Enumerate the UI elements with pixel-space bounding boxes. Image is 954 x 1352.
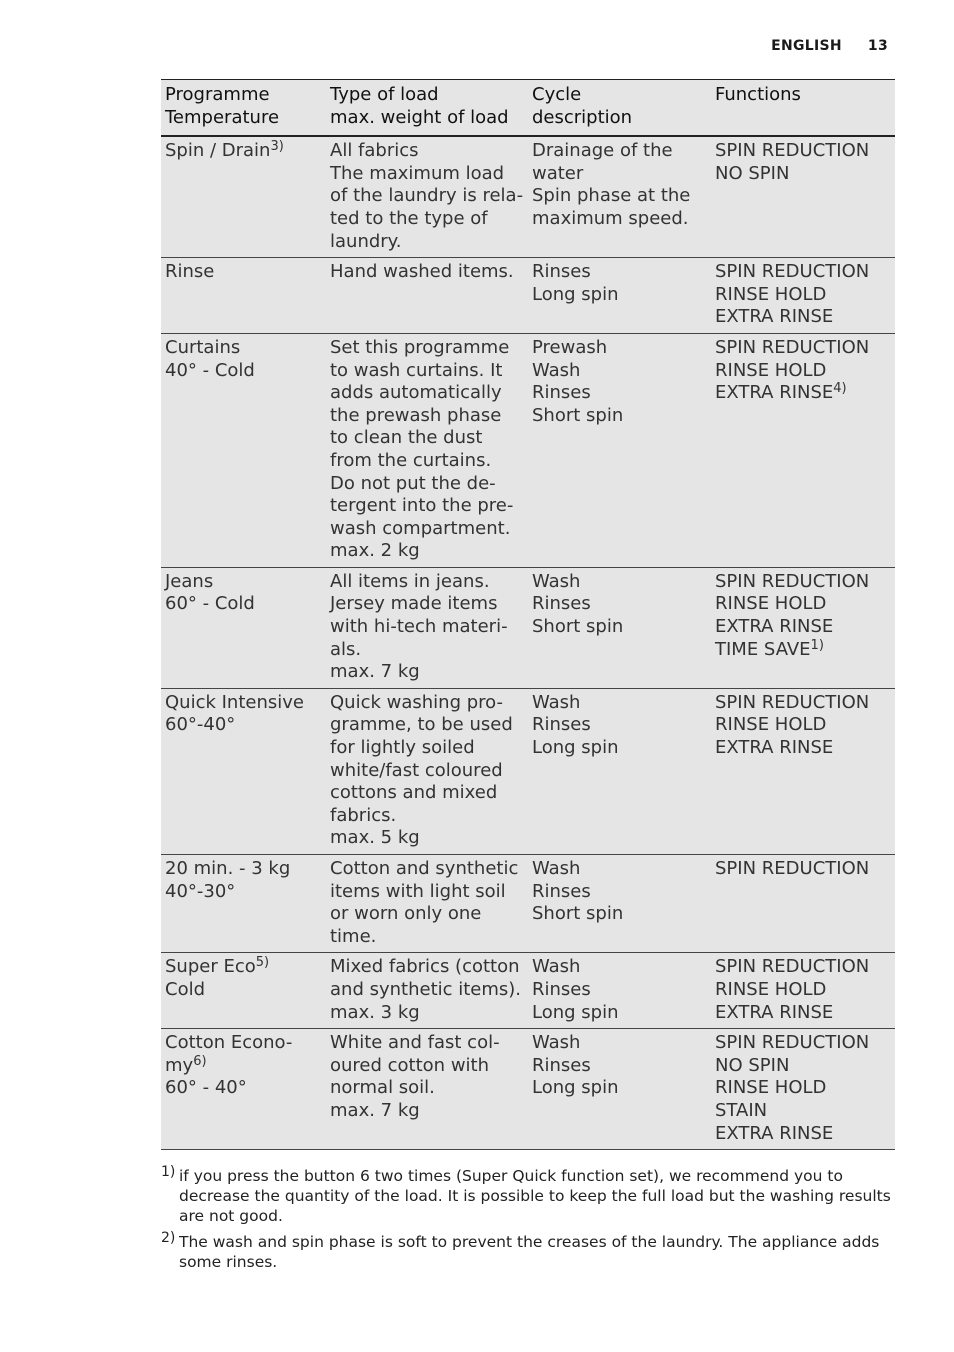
function-line: SPIN REDUCTION (715, 858, 870, 879)
footnote-mark: 2) (161, 1230, 176, 1246)
load-line: ted to the type of (330, 207, 488, 229)
programme-name: Cotton Econo- (165, 1032, 293, 1054)
programme-temperature: 60° - Cold (165, 593, 255, 615)
table-row (161, 855, 895, 953)
footnote-text: if you press the button 6 two times (Super Quick function set), we recommend you to decrease the quantity of the load. It is possible to keep the full load but the washing results are not good. (179, 1167, 891, 1225)
function-line: RINSE HOLD (715, 978, 827, 1000)
load-line: Hand washed items. (330, 261, 514, 283)
load-line: and synthetic items). (330, 978, 522, 1000)
function-line: SPIN REDUCTION (715, 956, 870, 978)
functions-cell (711, 688, 895, 854)
load-line: or worn only one (330, 903, 482, 925)
functions-cell (711, 567, 895, 688)
header-line: Programme (165, 84, 270, 105)
programme-line (165, 140, 322, 163)
table-row (161, 688, 895, 854)
cycle-line: Rinses (532, 880, 591, 902)
header-type-of-load (326, 80, 528, 137)
table-row (161, 953, 895, 1029)
load-cell (326, 567, 528, 688)
table-row (161, 567, 895, 688)
programme-name-cont: my (165, 1054, 194, 1076)
load-line: All items in jeans. (330, 570, 490, 592)
function-line: EXTRA RINSE (715, 306, 834, 328)
function-line: EXTRA RINSE (715, 1001, 834, 1023)
function-text: TIME SAVE (715, 638, 811, 660)
page-header (771, 38, 888, 54)
load-line: Jersey made items (330, 593, 498, 615)
header-line: Type of load (330, 84, 439, 105)
load-line: to wash curtains. It (330, 359, 503, 381)
function-line: STAIN (715, 1099, 768, 1121)
load-line: max. 5 kg (330, 827, 420, 849)
function-line: RINSE HOLD (715, 283, 827, 305)
functions-cell (711, 333, 895, 567)
cycle-line: Rinses (532, 978, 591, 1000)
table-row (161, 136, 895, 257)
load-line: with hi-tech materi- (330, 616, 508, 638)
footnote (161, 1166, 901, 1226)
cycle-line: Rinses (532, 593, 591, 615)
cycle-line: Wash (532, 570, 581, 592)
cycle-line: Rinses (532, 261, 591, 283)
programme-cell (161, 136, 326, 257)
table-header-row (161, 80, 895, 137)
function-line: SPIN REDUCTION (715, 261, 870, 283)
programme-cell (161, 953, 326, 1029)
programme-name: Jeans (165, 570, 214, 592)
footnote-ref: 6) (193, 1053, 207, 1069)
cycle-line: Rinses (532, 382, 591, 404)
function-line: SPIN REDUCTION (715, 140, 870, 162)
programme-name: Spin / Drain (165, 140, 271, 162)
functions-cell (711, 953, 895, 1029)
function-line: NO SPIN (715, 162, 790, 184)
cycle-cell (528, 136, 711, 257)
footnote-ref: 1) (810, 637, 824, 653)
cycle-line: Rinses (532, 714, 591, 736)
cycle-line: Spin phase at the (532, 185, 691, 207)
header-line: Temperature (165, 106, 280, 128)
function-line: RINSE HOLD (715, 714, 827, 736)
footnote-ref: 3) (270, 139, 284, 155)
cycle-line: Rinses (532, 1054, 591, 1076)
cycle-line: Wash (532, 359, 581, 381)
programme-cell (161, 855, 326, 953)
footnote (161, 1232, 901, 1272)
load-line: gramme, to be used (330, 714, 513, 736)
cycle-line: Wash (532, 691, 581, 713)
function-line (715, 382, 891, 405)
cycle-line: Short spin (532, 616, 624, 638)
cycle-line: Wash (532, 1032, 581, 1054)
load-cell (326, 953, 528, 1029)
load-line: white/fast coloured (330, 759, 503, 781)
programme-name: 20 min. - 3 kg (165, 858, 291, 879)
load-line: the prewash phase (330, 404, 502, 426)
programme-cell (161, 258, 326, 334)
load-line: als. (330, 638, 362, 660)
header-programme (161, 80, 326, 137)
programme-name: Rinse (165, 261, 215, 283)
programme-temperature: Cold (165, 978, 206, 1000)
header-functions (711, 80, 895, 137)
load-line: adds automatically (330, 382, 502, 404)
load-line: items with light soil (330, 880, 506, 902)
functions-cell (711, 855, 895, 953)
load-line: normal soil. (330, 1077, 435, 1099)
cycle-line: maximum speed. (532, 207, 689, 229)
load-cell (326, 688, 528, 854)
header-cycle (528, 80, 711, 137)
cycle-line: Long spin (532, 1077, 619, 1099)
cycle-cell (528, 258, 711, 334)
functions-cell (711, 136, 895, 257)
function-line: EXTRA RINSE (715, 737, 834, 759)
load-cell (326, 136, 528, 257)
function-line: SPIN REDUCTION (715, 336, 870, 358)
programme-name: Quick Intensive (165, 691, 304, 713)
function-line: EXTRA RINSE (715, 616, 834, 638)
load-line: max. 3 kg (330, 1001, 420, 1023)
cycle-cell (528, 855, 711, 953)
cycle-cell (528, 567, 711, 688)
load-line: of the laundry is rela- (330, 185, 524, 207)
function-line: RINSE HOLD (715, 1077, 827, 1099)
programme-line (165, 1055, 322, 1078)
programme-cell (161, 688, 326, 854)
load-line: tergent into the pre- (330, 495, 514, 517)
programme-cell (161, 1029, 326, 1150)
function-line: SPIN REDUCTION (715, 691, 870, 713)
load-line: The maximum load (330, 162, 505, 184)
cycle-line: Long spin (532, 1001, 619, 1023)
cycle-line: Wash (532, 956, 581, 978)
load-cell (326, 258, 528, 334)
programme-name: Curtains (165, 336, 241, 358)
load-line: cottons and mixed (330, 782, 498, 804)
load-cell (326, 855, 528, 953)
cycle-line: Prewash (532, 336, 608, 358)
cycle-line: Short spin (532, 404, 624, 426)
cycle-line: Wash (532, 858, 581, 879)
language-label: ENGLISH (771, 38, 842, 54)
load-line: Mixed fabrics (cotton (330, 956, 520, 978)
header-line: Cycle (532, 84, 582, 105)
function-text: EXTRA RINSE (715, 382, 834, 404)
function-line (715, 639, 891, 662)
cycle-line: Short spin (532, 903, 624, 925)
load-line: laundry. (330, 230, 402, 252)
load-line: Do not put the de- (330, 472, 496, 494)
load-line: max. 7 kg (330, 661, 420, 683)
load-line: Quick washing pro- (330, 691, 503, 713)
programme-cell (161, 333, 326, 567)
function-line: SPIN REDUCTION (715, 570, 870, 592)
cycle-cell (528, 333, 711, 567)
header-line: description (532, 106, 633, 128)
footnote-mark: 1) (161, 1164, 176, 1180)
load-line: wash compartment. (330, 517, 511, 539)
load-line: All fabrics (330, 140, 419, 162)
load-cell (326, 1029, 528, 1150)
load-line: time. (330, 925, 377, 947)
load-line: for lightly soiled (330, 737, 475, 759)
table-row (161, 258, 895, 334)
function-line: RINSE HOLD (715, 593, 827, 615)
footnote-ref: 5) (255, 955, 270, 971)
programme-cell (161, 567, 326, 688)
header-line: Functions (715, 84, 801, 105)
load-line: from the curtains. (330, 449, 492, 471)
programme-temperature: 60° - 40° (165, 1077, 247, 1099)
programme-temperature: 60°-40° (165, 714, 236, 736)
page-number: 13 (867, 38, 888, 54)
programme-table (161, 79, 895, 1150)
programme-temperature: 40°-30° (165, 880, 236, 902)
cycle-cell (528, 688, 711, 854)
load-line: Cotton and synthetic (330, 858, 519, 879)
footnote-text: The wash and spin phase is soft to prevent the creases of the laundry. The appliance adds some rinses. (179, 1233, 880, 1271)
cycle-line: Long spin (532, 737, 619, 759)
function-line: SPIN REDUCTION (715, 1032, 870, 1054)
function-line: EXTRA RINSE (715, 1122, 834, 1144)
cycle-line: Long spin (532, 283, 619, 305)
function-line: NO SPIN (715, 1054, 790, 1076)
cycle-cell (528, 953, 711, 1029)
load-line: White and fast col- (330, 1032, 500, 1054)
load-line: Set this programme (330, 336, 510, 358)
programme-line (165, 956, 322, 979)
footnote-ref: 4) (833, 381, 847, 397)
functions-cell (711, 1029, 895, 1150)
load-line: max. 7 kg (330, 1099, 420, 1121)
load-line: to clean the dust (330, 427, 483, 449)
load-line: oured cotton with (330, 1054, 490, 1076)
table-row (161, 333, 895, 567)
footnotes (161, 1166, 901, 1278)
functions-cell (711, 258, 895, 334)
programme-temperature: 40° - Cold (165, 359, 255, 381)
cycle-cell (528, 1029, 711, 1150)
function-line: RINSE HOLD (715, 359, 827, 381)
load-line: max. 2 kg (330, 540, 420, 562)
load-line: fabrics. (330, 804, 397, 826)
table-row (161, 1029, 895, 1150)
programme-name: Super Eco (165, 956, 256, 978)
cycle-line: water (532, 162, 584, 184)
load-cell (326, 333, 528, 567)
header-line: max. weight of load (330, 106, 509, 128)
cycle-line: Drainage of the (532, 140, 673, 162)
